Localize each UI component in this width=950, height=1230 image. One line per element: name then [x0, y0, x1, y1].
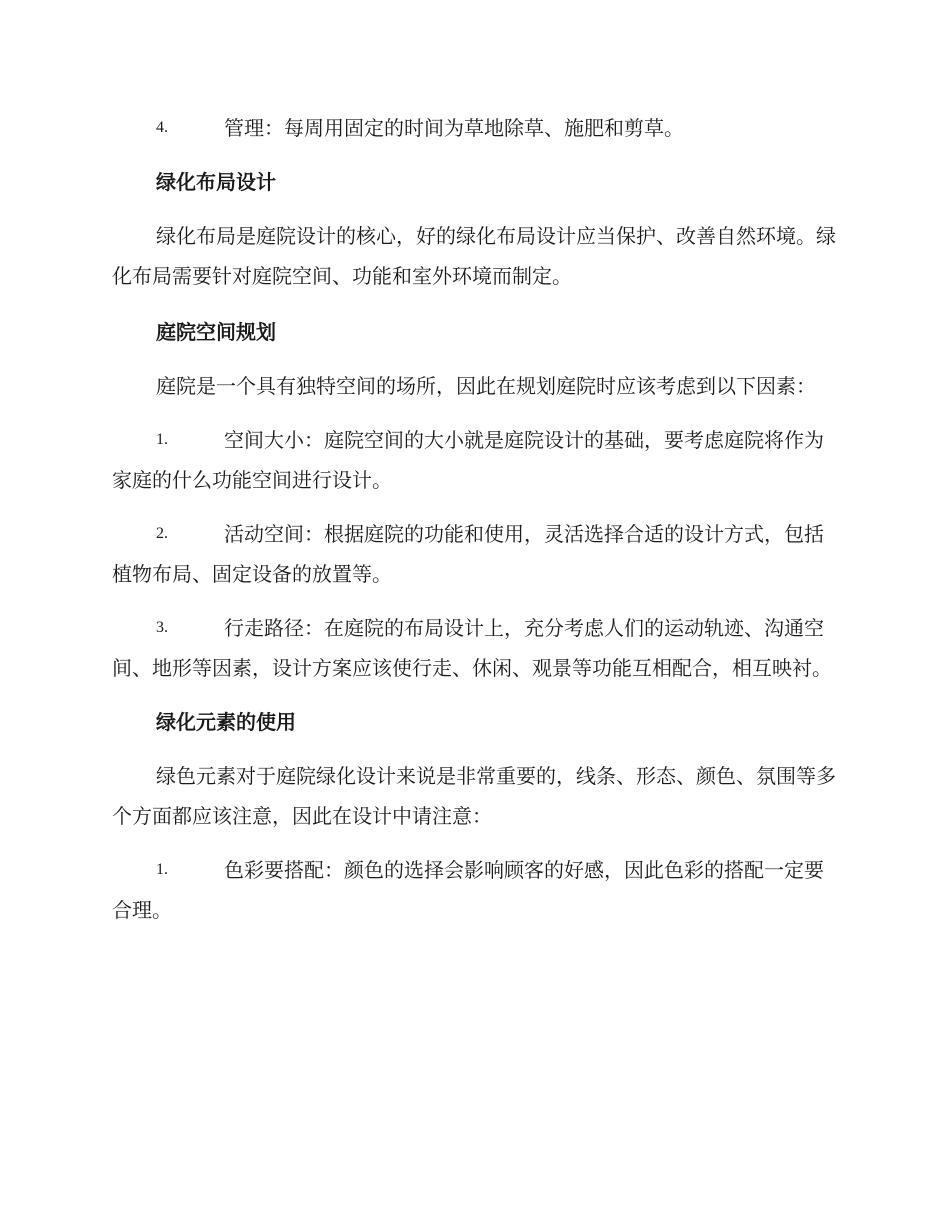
list-number: 2.: [156, 525, 168, 542]
list-item-text: 管理：每周用固定的时间为草地除草、施肥和剪草。: [224, 116, 684, 140]
list-number: 3.: [156, 619, 168, 636]
list-item-text: 空间大小：庭院空间的大小就是庭院设计的基础，要考虑庭院将作为家庭的什么功能空间进行设计。: [112, 428, 824, 492]
section-heading-green-elements: 绿化元素的使用: [156, 710, 296, 734]
paragraph-space-planning: 庭院是一个具有独特空间的场所，因此在规划庭院时应该考虑到以下因素：: [156, 374, 816, 398]
list-item-activity-space: [112, 514, 836, 594]
paragraph-green-elements: 绿色元素对于庭院绿化设计来说是非常重要的，线条、形态、颜色、氛围等多个方面都应该注意，因此在设计中请注意：: [112, 764, 836, 828]
list-item-space-size: [112, 420, 836, 500]
list-item-text: 行走路径：在庭院的布局设计上，充分考虑人们的运动轨迹、沟通空间、地形等因素，设计方案应该使行走、休闲、观景等功能互相配合，相互映衬。: [112, 616, 832, 680]
document-page: [112, 108, 836, 930]
list-item-color-matching: [112, 850, 836, 930]
list-number: 4.: [156, 119, 168, 136]
list-item-maintenance: [112, 108, 836, 148]
section-heading-space-planning: 庭院空间规划: [156, 320, 276, 344]
list-item-text: 活动空间：根据庭院的功能和使用，灵活选择合适的设计方式，包括植物布局、固定设备的放置等。: [112, 522, 824, 586]
list-number: 1.: [156, 861, 168, 878]
section-heading-green-layout: 绿化布局设计: [156, 170, 276, 194]
list-item-text: 色彩要搭配：颜色的选择会影响顾客的好感，因此色彩的搭配一定要合理。: [112, 858, 824, 922]
paragraph-green-layout: 绿化布局是庭院设计的核心，好的绿化布局设计应当保护、改善自然环境。绿化布局需要针对庭院空间、功能和室外环境而制定。: [112, 224, 836, 288]
list-number: 1.: [156, 431, 168, 448]
list-item-walking-path: [112, 608, 836, 688]
